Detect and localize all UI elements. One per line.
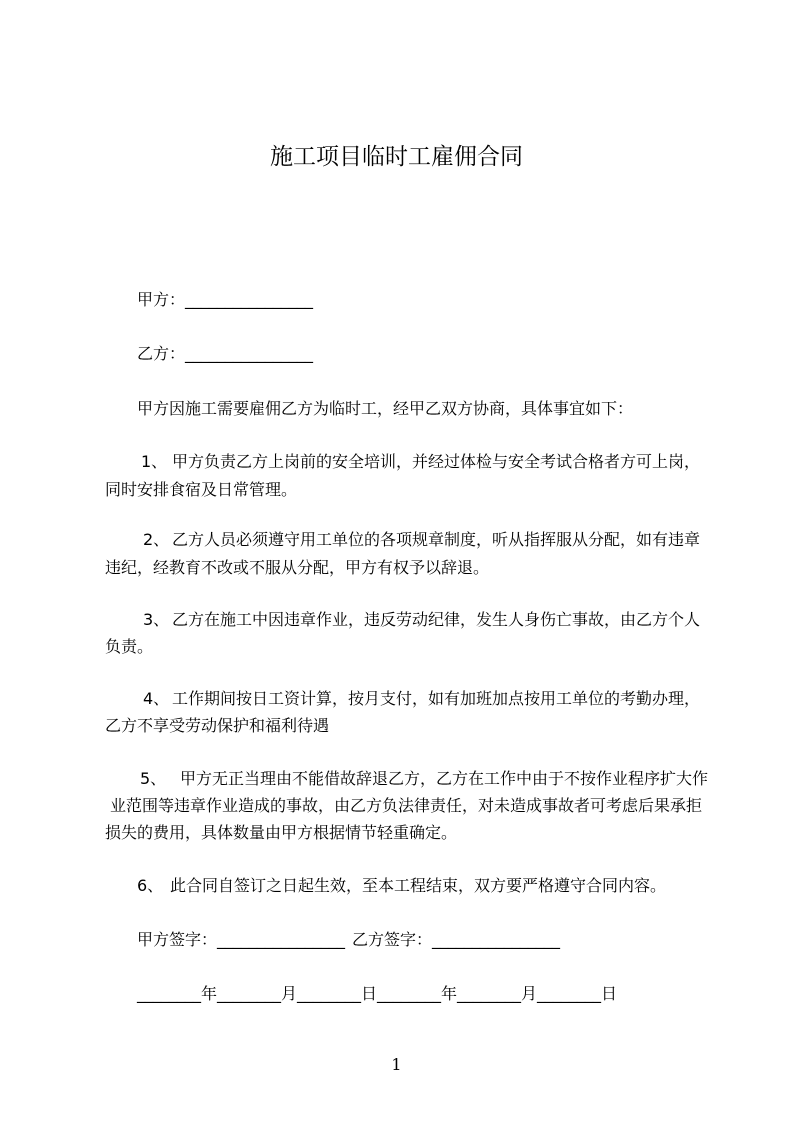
clause-3-line-1: 乙方在施工中因违章作业，违反劳动纪律，发生人身伤亡事故，由乙方个人: [172, 610, 701, 629]
clause-1-number: 1、: [141, 452, 168, 471]
clause-5-line-3: 损失的费用，具体数量由甲方根据情节轻重确定。: [105, 823, 458, 842]
party-a-signature-label: 甲方签字：: [137, 930, 218, 949]
clause-2-number: 2、: [143, 530, 170, 549]
party-b-label: 乙方：: [137, 344, 186, 363]
clause-3-number: 3、: [143, 610, 170, 629]
party-b-signature: [352, 930, 560, 950]
clause-6-line-1: 此合同自签订之日起生效，至本工程结束，双方要严格遵守合同内容。: [170, 876, 667, 895]
party-a-label: 甲方：: [137, 290, 186, 309]
party-a-line: [137, 290, 313, 310]
clause-5-line-1: 甲方无正当理由不能借故辞退乙方，乙方在工作中由于不按作业程序扩大作: [180, 769, 709, 788]
clause-4-line-1: 工作期间按日工资计算，按月支付，如有加班加点按用工单位的考勤办理，: [172, 689, 701, 708]
clause-3-line-2: 负责。: [105, 637, 154, 656]
party-b-blank: ________________: [185, 344, 314, 363]
clause-1-line-1: 甲方负责乙方上岗前的安全培训，并经过体检与安全考试合格者方可上岗，: [172, 452, 701, 471]
clause-5-line-2: 业范围等违章作业造成的事故，由乙方负法律责任，对未造成事故者可考虑后果承拒: [110, 796, 703, 815]
date-line: ________年________月________日________年________月________日: [137, 984, 618, 1003]
contract-title: 施工项目临时工雇佣合同: [270, 144, 523, 170]
clause-1-line-2: 同时安排食宿及日常管理。: [105, 480, 298, 499]
party-a-signature: [137, 930, 345, 950]
party-b-signature-blank: ________________: [432, 930, 561, 949]
clause-5-number: 5、: [140, 769, 167, 788]
clause-6-number: 6、: [137, 876, 164, 895]
page-number: 1: [391, 1055, 402, 1074]
party-b-signature-label: 乙方签字：: [352, 930, 433, 949]
clause-2-line-2: 违纪，经教育不改或不服从分配，甲方有权予以辞退。: [105, 558, 490, 577]
clause-4-line-2: 乙方不享受劳动保护和福利待遇: [105, 716, 330, 735]
party-a-blank: ________________: [185, 290, 314, 309]
party-a-signature-blank: ________________: [217, 930, 346, 949]
clause-2-line-1: 乙方人员必须遵守用工单位的各项规章制度，听从指挥服从分配，如有违章: [172, 530, 701, 549]
intro-paragraph: 甲方因施工需要雇佣乙方为临时工，经甲乙双方协商，具体事宜如下：: [137, 399, 634, 418]
clause-4-number: 4、: [143, 689, 170, 708]
party-b-line: [137, 344, 313, 364]
